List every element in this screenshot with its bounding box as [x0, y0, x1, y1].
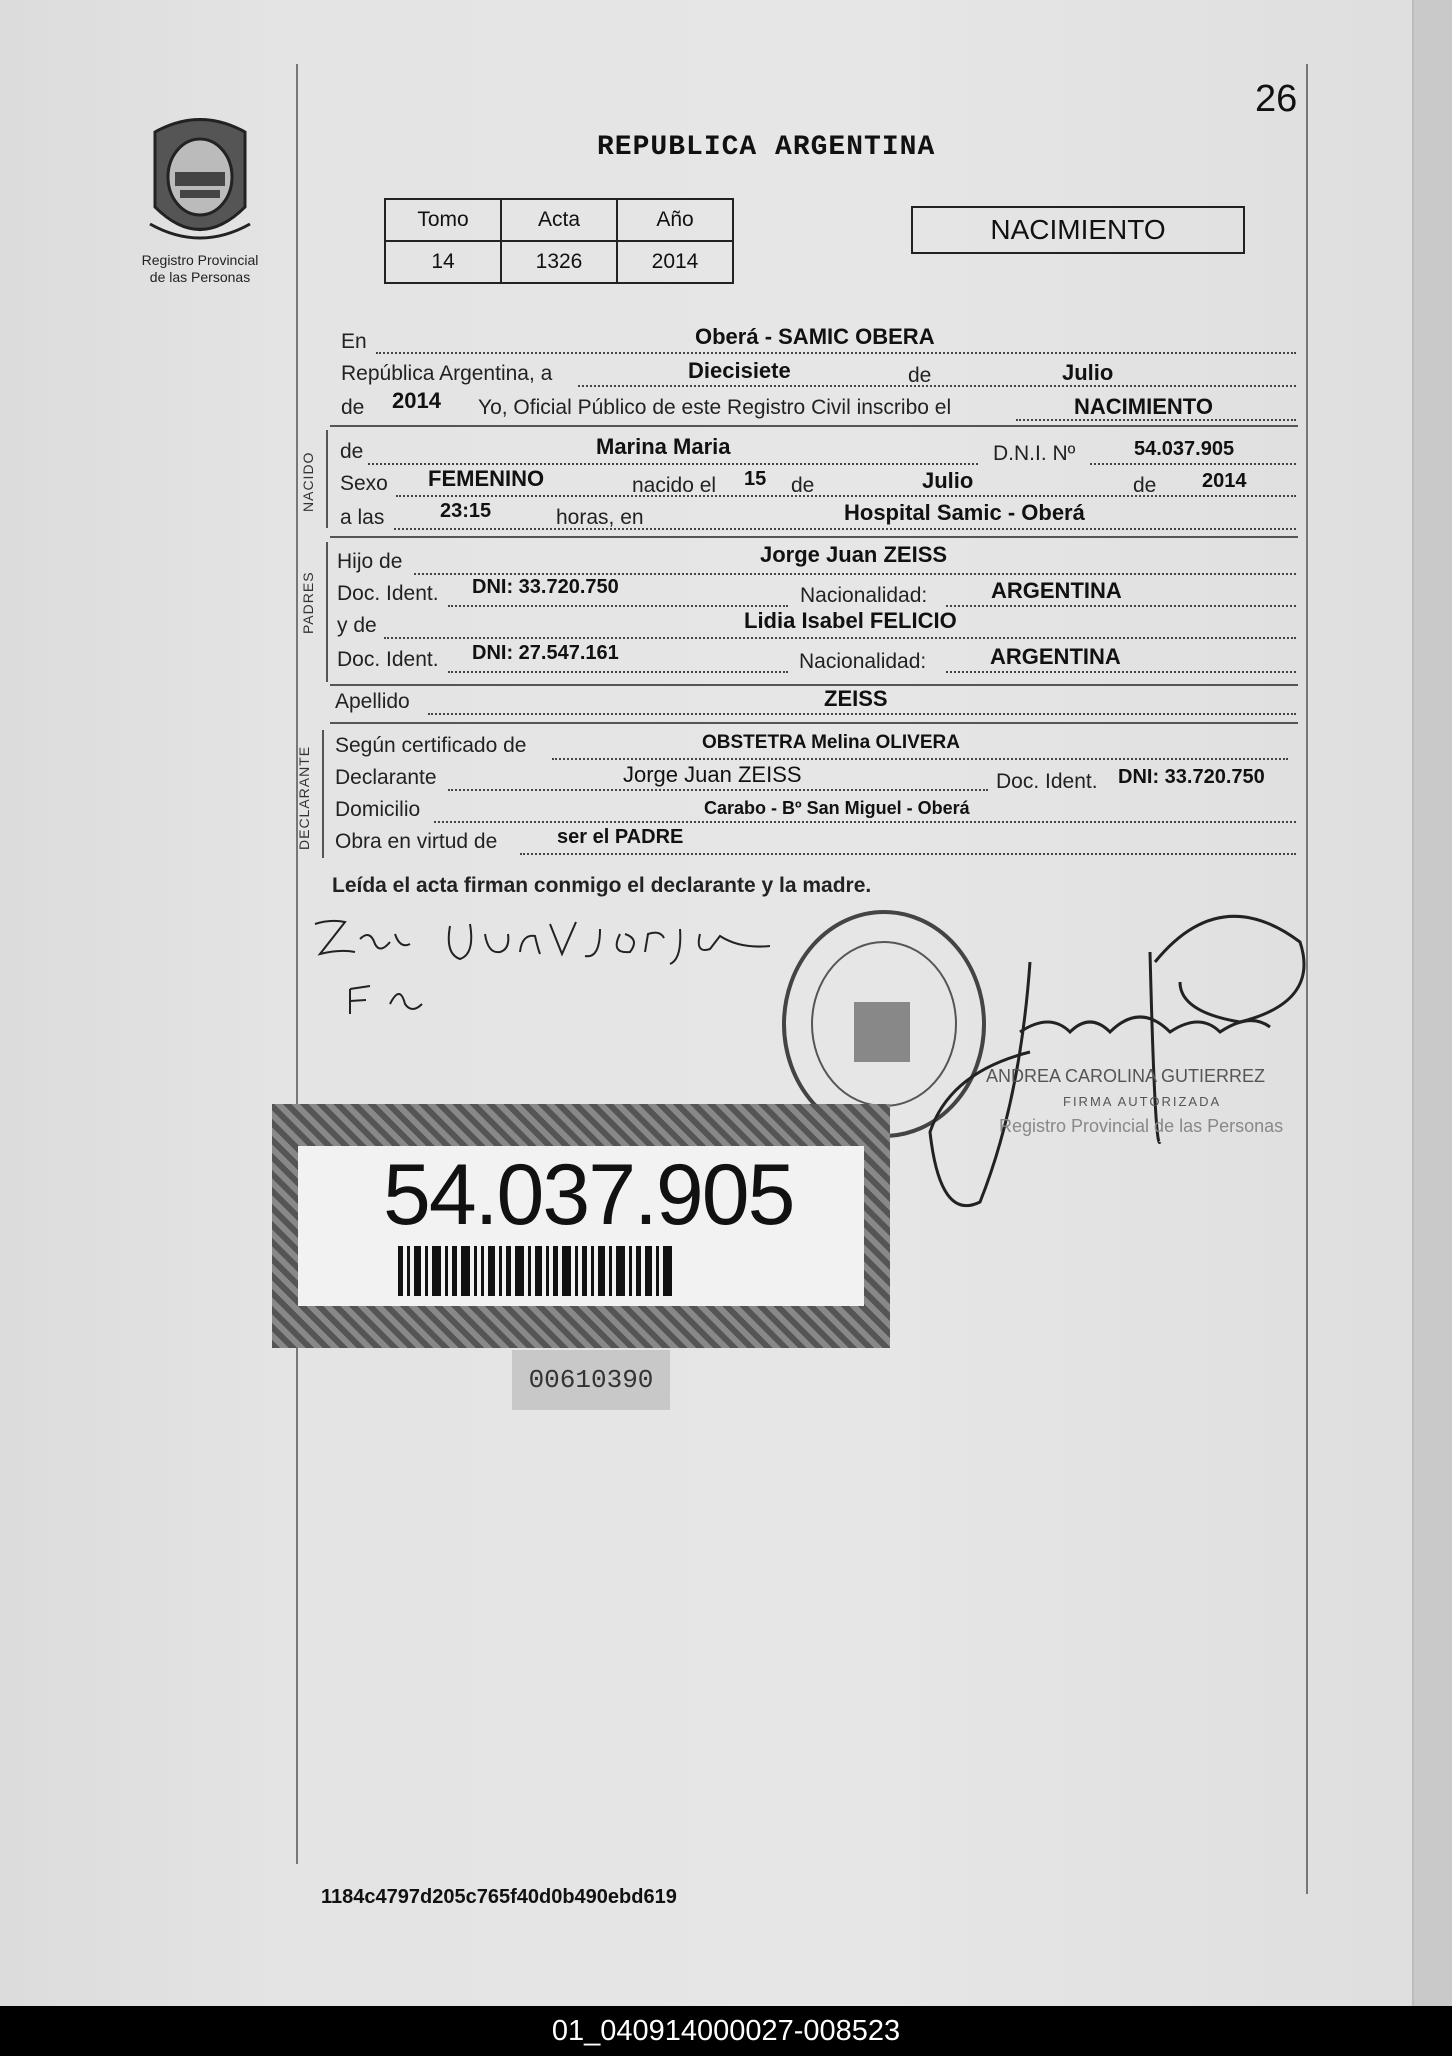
section-declarante: DECLARANTE [296, 745, 312, 850]
dotted-line [946, 605, 1296, 607]
logo-caption-1: Registro Provincial [141, 252, 259, 268]
dotted-line [520, 853, 1296, 855]
republica-label: República Argentina, a [341, 362, 553, 385]
section-nacido: NACIDO [300, 451, 316, 512]
closing-text: Leída el acta firman conmigo el declarante y la madre. [332, 874, 872, 897]
domicilio-label: Domicilio [335, 798, 421, 821]
doc-ident-label-2: Doc. Ident. [337, 648, 439, 671]
dotted-line [578, 385, 1296, 387]
child-name-value: Marina Maria [596, 434, 731, 459]
birth-year-value: 2014 [1202, 470, 1247, 492]
birth-place-value: Hospital Samic - Oberá [844, 500, 1085, 525]
year-value: 2014 [392, 388, 441, 413]
dotted-line [946, 671, 1296, 673]
page-number: 26 [1255, 78, 1298, 120]
day-words-value: Diecisiete [688, 358, 791, 383]
month-value: Julio [1062, 360, 1114, 385]
hijo-label: Hijo de [337, 550, 403, 573]
nacionalidad-label: Nacionalidad: [800, 584, 928, 607]
de-label-5: de [1133, 474, 1157, 497]
place-value: Oberá - SAMIC OBERA [695, 324, 935, 349]
sexo-value: FEMENINO [428, 466, 545, 491]
declarante-doc-value: DNI: 33.720.750 [1118, 766, 1265, 788]
tomo-header: Tomo [385, 199, 501, 241]
dotted-line [384, 637, 1296, 639]
father-name-value: Jorge Juan ZEISS [760, 542, 948, 567]
barcode-inner [298, 1146, 864, 1306]
declarante-value: Jorge Juan ZEISS [623, 762, 802, 787]
dotted-line [396, 495, 1296, 497]
obra-label: Obra en virtud de [335, 830, 498, 853]
page-edge [1412, 0, 1452, 2006]
handwritten-signature [300, 904, 770, 1029]
alas-label: a las [340, 506, 385, 529]
father-nat-value: ARGENTINA [991, 578, 1122, 603]
section-rule [330, 425, 1298, 427]
dotted-line [448, 671, 788, 673]
dotted-line [552, 758, 1288, 760]
declarante-label: Declarante [335, 766, 437, 789]
dotted-line [414, 573, 1296, 575]
serial-number: 00610390 [512, 1350, 670, 1410]
apellido-value: ZEISS [824, 686, 888, 711]
apellido-label: Apellido [335, 690, 410, 713]
dotted-line [376, 352, 1296, 354]
oficial-text: Yo, Oficial Público de este Registro Civil inscribo el [478, 396, 952, 419]
doc-ident-label-3: Doc. Ident. [996, 770, 1098, 793]
footer-id: 01_040914000027-008523 [0, 2006, 1452, 2056]
nacido-label: nacido el [632, 474, 717, 497]
barcode-label [272, 1104, 890, 1348]
birth-time-value: 23:15 [440, 500, 492, 522]
cert-value: OBSTETRA Melina OLIVERA [702, 732, 960, 753]
logo-caption-2: de las Personas [149, 269, 251, 285]
barcode-bars [398, 1246, 778, 1296]
official-name: ANDREA CAROLINA GUTIERREZ [986, 1066, 1266, 1086]
cert-label: Según certificado de [335, 734, 527, 757]
event-value: NACIMIENTO [1074, 394, 1213, 419]
acta-header: Acta [501, 199, 617, 241]
tomo-value: 14 [385, 241, 501, 283]
dni-label: D.N.I. Nº [993, 442, 1076, 465]
birth-day-value: 15 [744, 468, 767, 490]
section-bar [322, 730, 324, 858]
de-label: de [908, 364, 932, 387]
mother-nat-value: ARGENTINA [990, 644, 1121, 669]
en-label: En [341, 330, 367, 353]
anio-value: 2014 [617, 241, 733, 283]
dotted-line [428, 713, 1296, 715]
obra-value: ser el PADRE [557, 826, 684, 848]
domicilio-value: Carabo - Bº San Miguel - Oberá [704, 798, 970, 818]
section-bar [326, 542, 328, 682]
section-rule [330, 684, 1298, 686]
record-table [384, 198, 734, 284]
doc-type-box: NACIMIENTO [911, 206, 1245, 254]
official-role: FIRMA AUTORIZADA [1063, 1094, 1222, 1109]
anio-header: Año [617, 199, 733, 241]
horas-label: horas, en [556, 506, 644, 529]
dotted-line [1090, 463, 1296, 465]
barcode-number: 54.037.905 [383, 1147, 794, 1243]
dotted-line [368, 463, 978, 465]
de-label-2: de [341, 396, 365, 419]
section-rule [330, 722, 1298, 724]
left-margin-line [296, 64, 298, 1864]
official-office: Registro Provincial de las Personas [999, 1116, 1284, 1136]
yde-label: y de [337, 614, 377, 637]
dotted-line [448, 789, 988, 791]
dotted-line [434, 821, 1296, 823]
doc-ident-label: Doc. Ident. [337, 582, 439, 605]
dotted-line [394, 528, 1296, 530]
child-dni-value: 54.037.905 [1134, 438, 1235, 460]
mother-name-value: Lidia Isabel FELICIO [744, 608, 957, 633]
father-doc-value: DNI: 33.720.750 [472, 576, 619, 598]
mother-doc-value: DNI: 27.547.161 [472, 642, 619, 664]
country-title: REPUBLICA ARGENTINA [597, 132, 936, 163]
birth-month-value: Julio [922, 468, 974, 493]
de-label-3: de [340, 440, 364, 463]
dotted-line [448, 605, 788, 607]
document-hash: 1184c4797d205c765f40d0b490ebd619 [321, 1886, 677, 1908]
section-bar [326, 430, 328, 528]
section-rule [330, 536, 1298, 538]
nacionalidad-label-2: Nacionalidad: [799, 650, 927, 673]
acta-value: 1326 [501, 241, 617, 283]
sexo-label: Sexo [340, 472, 388, 495]
misiones-logo [120, 112, 280, 286]
de-label-4: de [791, 474, 815, 497]
official-signature [920, 902, 1320, 1227]
section-padres: PADRES [300, 571, 316, 634]
